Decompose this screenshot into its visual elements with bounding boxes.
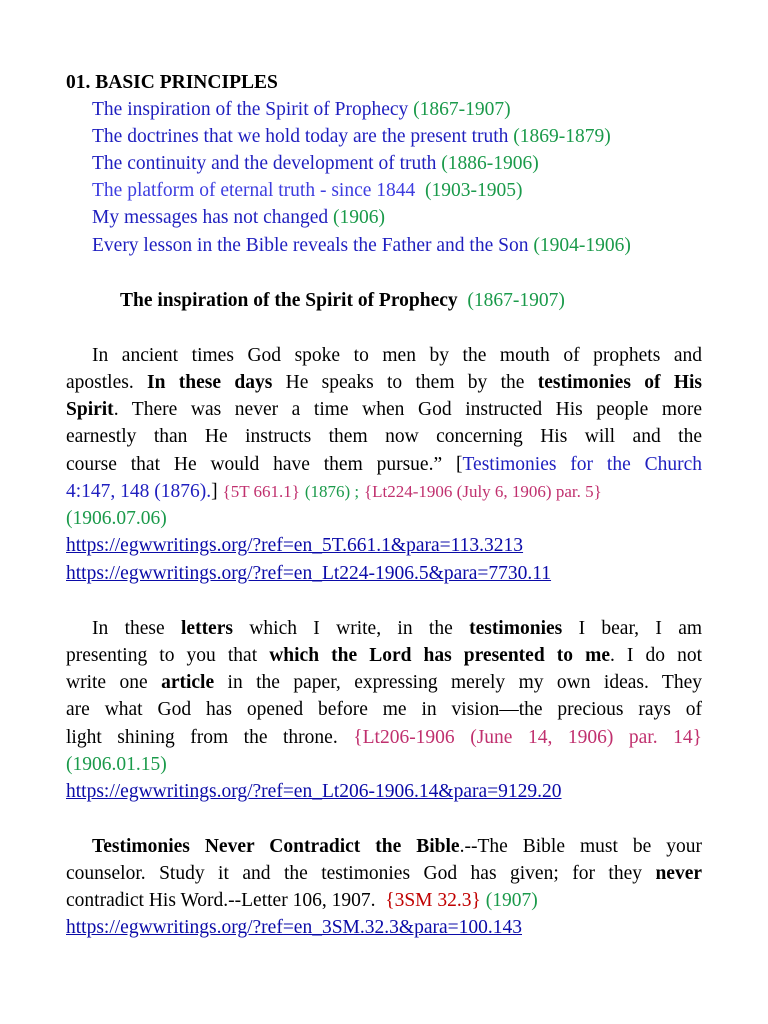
p2-line-4: are what God has opened before me in vision—the precious rays of (66, 699, 702, 720)
p2-link[interactable]: https://egwwritings.org/?ref=en_Lt206-1906.14&para=9129.20 (66, 781, 562, 802)
p1-line-1: In ancient times God spoke to men by the mouth of prophets and (92, 345, 702, 366)
p1-link-2[interactable]: https://egwwritings.org/?ref=en_Lt224-1906.5&para=7730.11 (66, 563, 552, 584)
p3-line-1: Testimonies Never Contradict the Bible.--The Bible must be your (92, 836, 703, 857)
p3-line-2: counselor. Study it and the testimonies God has given; for they never (66, 863, 703, 884)
toc-item-2: The doctrines that we hold today are the present truth (1869-1879) (92, 126, 611, 147)
p1-line-5: course that He would have them pursue.” [Testimonies for the Church (66, 454, 702, 475)
p1-line-3: Spirit. There was never a time when God instructed His people more (66, 399, 702, 420)
toc-item-4: The platform of eternal truth - since 1844 (1903-1905) (92, 180, 523, 201)
toc-item-6: Every lesson in the Bible reveals the Father and the Son (1904-1906) (92, 235, 631, 256)
p1-date: (1906.07.06) (66, 508, 167, 529)
p1-line-4: earnestly than He instructs them now concerning His will and the (66, 426, 702, 447)
p1-line-6: 4:147, 148 (1876).] {5T 661.1} (1876) ; {Lt224-1906 (July 6, 1906) par. 5} (66, 481, 602, 502)
p2-line-3: write one article in the paper, expressing merely my own ideas. They (66, 672, 702, 693)
p1-line-2: apostles. In these days He speaks to them by the testimonies of His (66, 372, 702, 393)
toc-item-3: The continuity and the development of truth (1886-1906) (92, 153, 539, 174)
p1-link-1[interactable]: https://egwwritings.org/?ref=en_5T.661.1&para=113.3213 (66, 535, 524, 556)
p2-line-1: In these letters which I write, in the testimonies I bear, I am (92, 618, 703, 639)
document-heading: 01. BASIC PRINCIPLES (66, 72, 278, 93)
p3-line-3: contradict His Word.--Letter 106, 1907. {3SM 32.3} (1907) (66, 890, 538, 911)
section-title: The inspiration of the Spirit of Prophecy (1867-1907) (120, 290, 565, 311)
p2-date: (1906.01.15) (66, 754, 167, 775)
p3-link[interactable]: https://egwwritings.org/?ref=en_3SM.32.3&para=100.143 (66, 917, 522, 938)
p2-line-2: presenting to you that which the Lord has presented to me. I do not (66, 645, 703, 666)
toc-item-5: My messages has not changed (1906) (92, 207, 385, 228)
p2-line-5: light shining from the throne. {Lt206-1906 (June 14, 1906) par. 14} (66, 727, 702, 748)
toc-item-1: The inspiration of the Spirit of Prophecy (1867-1907) (92, 99, 511, 120)
